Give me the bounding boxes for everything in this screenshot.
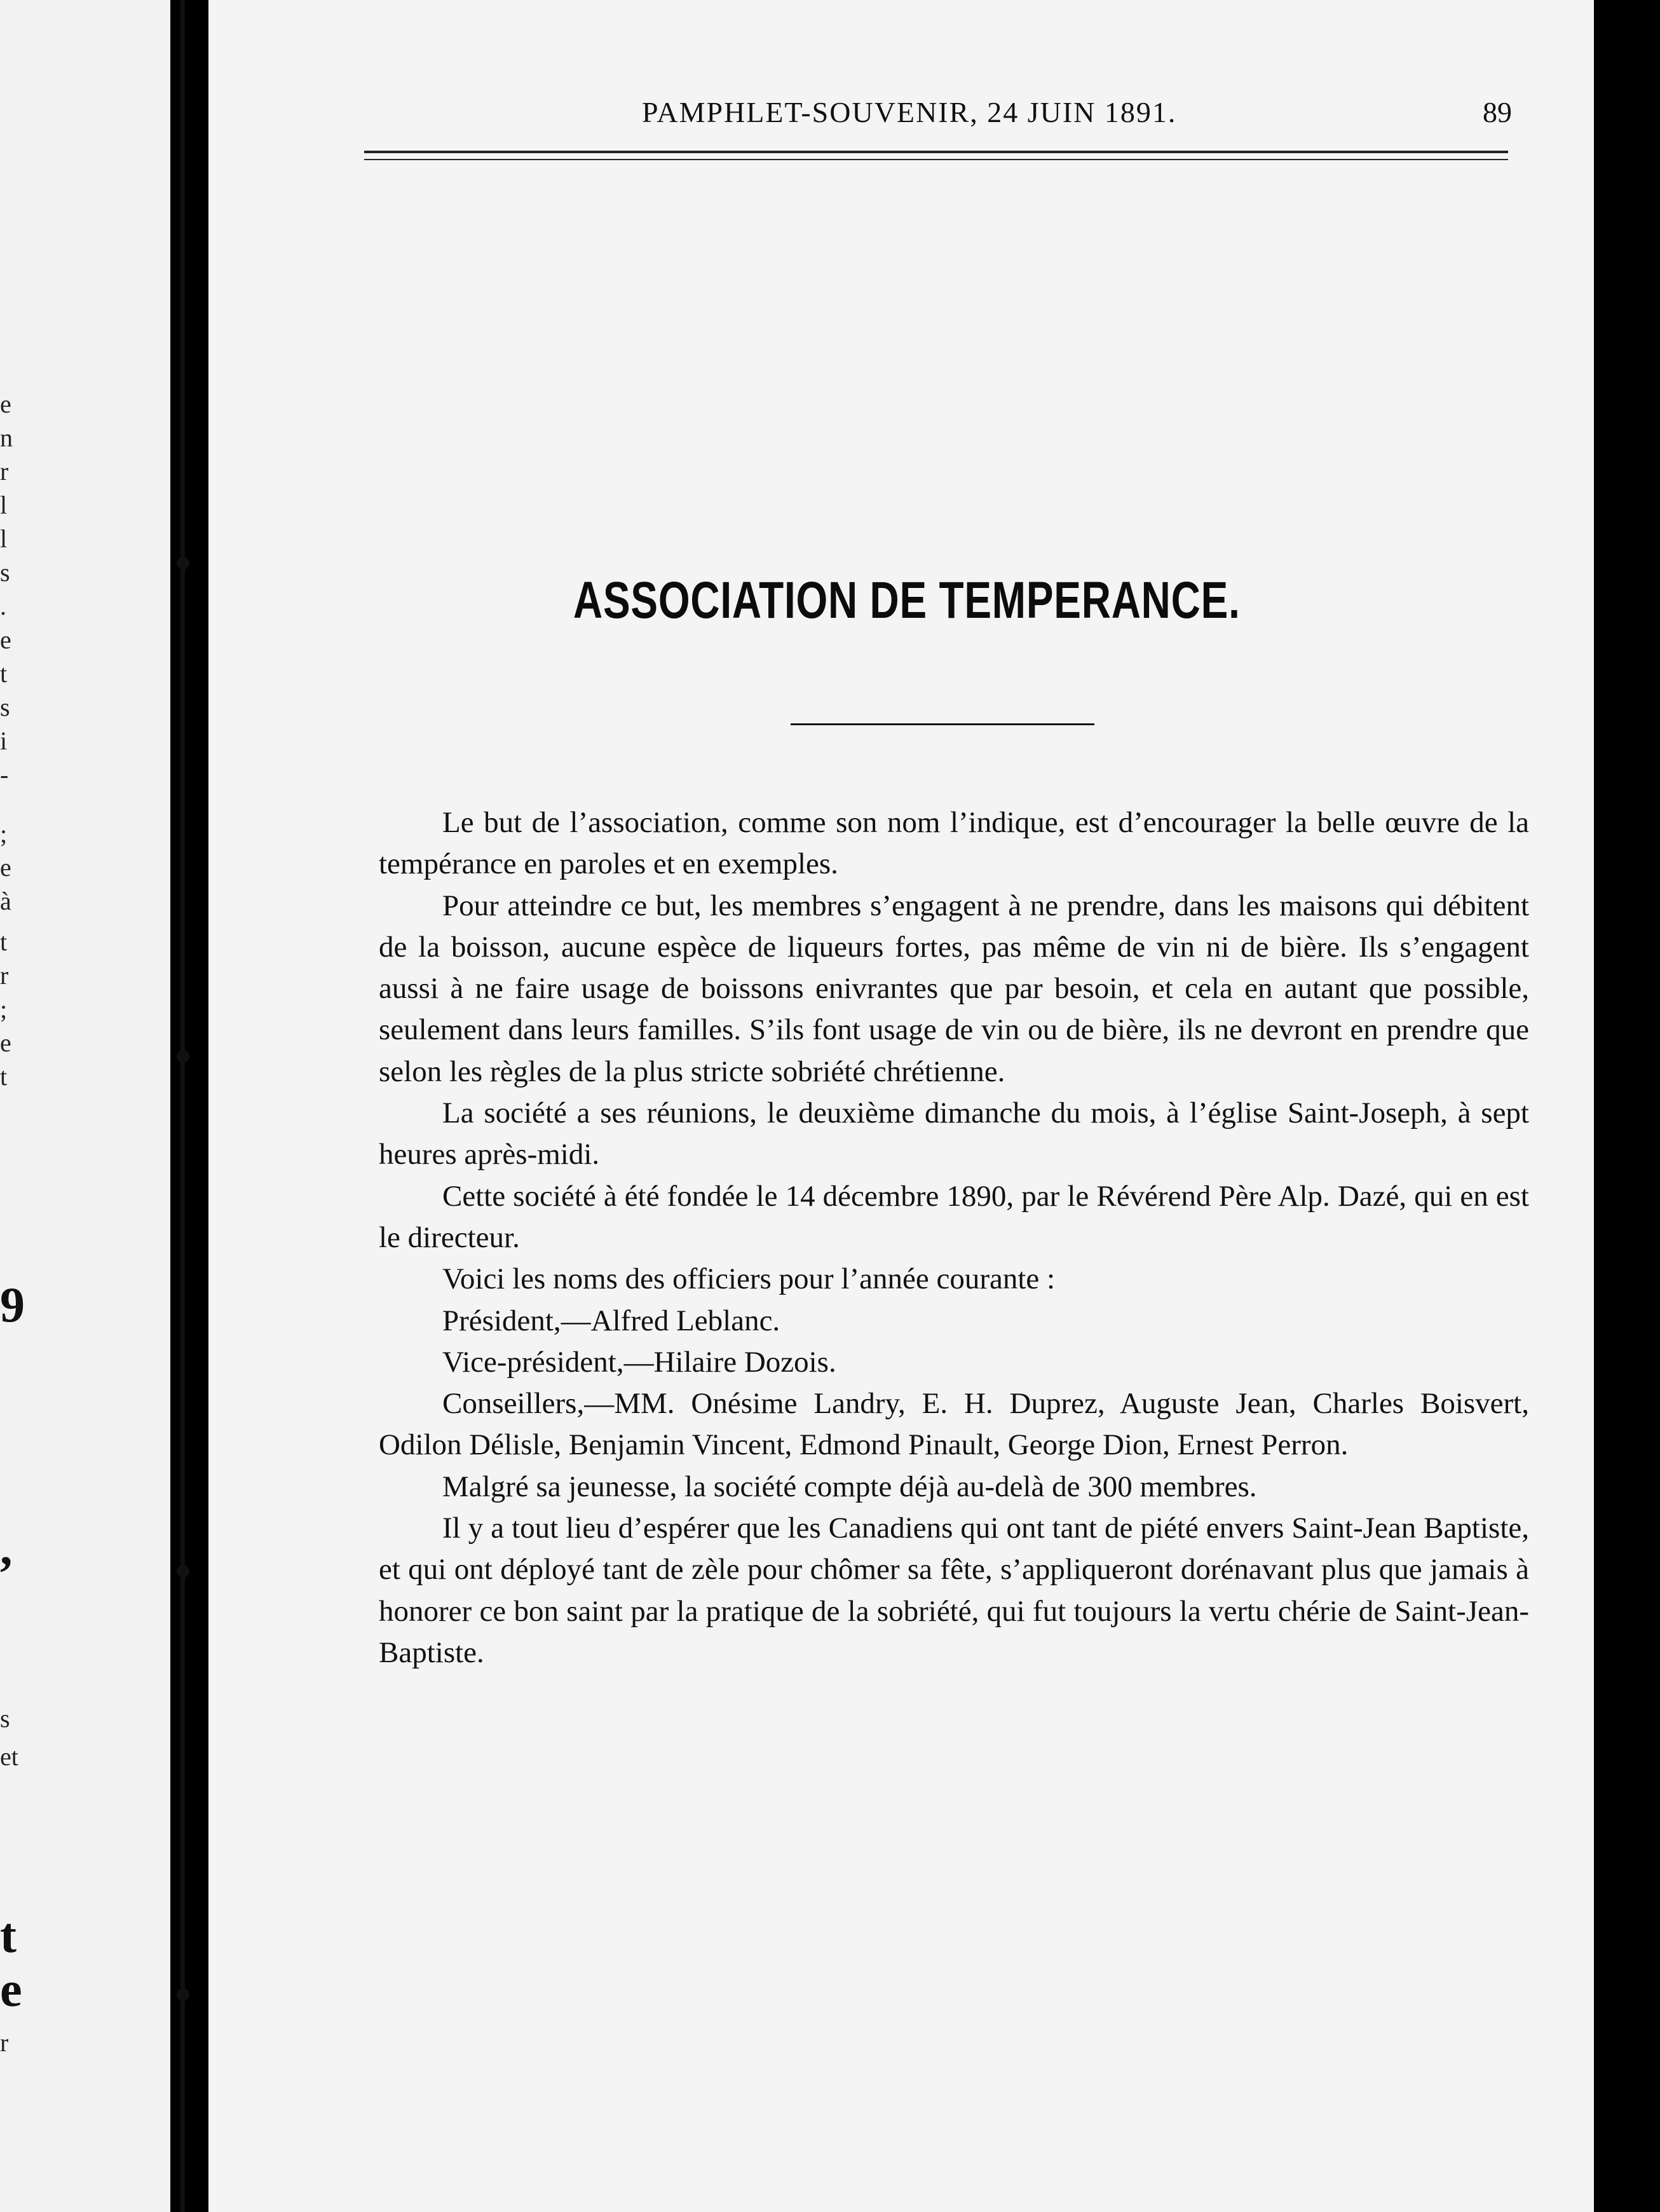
paragraph: Cette société à été fondée le 14 décembre 1890, par le Révérend Père Alp. Dazé, qui en est le directeur. [379, 1179, 1529, 1254]
binding-line [180, 0, 185, 2212]
article-title: ASSOCIATION DE TEMPERANCE. [573, 571, 1241, 629]
margin-fragment: . [0, 592, 6, 620]
margin-fragment: e [0, 625, 11, 654]
paragraph: Pour atteindre ce but, les membres s’engagent à ne prendre, dans les maisons qui débitent de la boisson, aucune espèce de liqueurs fortes, pas même de vin ni de bière. Ils s’engagent aussi à ne faire usage de boissons enivrantes que par besoin, et cela en autant que possible, seulement dans leurs familles. S’ils font usage de vin ou de bière, ils ne devront en prendre que selon les règles de la plus stricte sobriété chrétienne. [379, 889, 1529, 1088]
margin-fragment: r [0, 457, 9, 486]
margin-fragment: t [0, 927, 8, 956]
title-divider [791, 723, 1094, 725]
scan-border [1594, 0, 1660, 2212]
binding-stitch [177, 1050, 189, 1063]
margin-fragment: ; [0, 995, 8, 1023]
margin-fragment: - [0, 760, 9, 789]
previous-page-edge [0, 0, 170, 2212]
margin-fragment: s [0, 558, 10, 587]
paragraph: Il y a tout lieu d’espérer que les Canadiens qui ont tant de piété envers Saint-Jean Baptiste, et qui ont déployé tant de zèle pour chômer sa fête, s’appliqueront dorénavant plus que jamais à honorer ce bon saint par la pratique de la sobriété, qui fut toujours la vertu chérie de Saint-Jean-Baptiste. [379, 1512, 1529, 1669]
paragraph: Malgré sa jeunesse, la société compte déjà au-delà de 300 membres. [442, 1470, 1257, 1503]
margin-fragment: e [0, 1028, 11, 1057]
margin-fragment: i [0, 727, 8, 755]
margin-fragment: à [0, 887, 11, 915]
margin-fragment: 9 [0, 1277, 25, 1332]
margin-fragment: e [0, 853, 11, 882]
page [208, 0, 1594, 2212]
margin-fragment: l [0, 524, 8, 553]
margin-fragment: ; [0, 819, 8, 848]
page-number: 89 [1483, 96, 1512, 128]
paragraph: La société a ses réunions, le deuxième dimanche du mois, à l’église Saint-Joseph, à sept heures après-midi. [379, 1096, 1529, 1171]
header-rule [364, 159, 1508, 160]
running-head: PAMPHLET-SOUVENIR, 24 JUIN 1891. [642, 96, 1177, 128]
paragraph: Le but de l’association, comme son nom l’indique, est d’encourager la belle œuvre de la tempérance en paroles et en exemples. [379, 806, 1529, 881]
margin-fragment: , [0, 1520, 13, 1575]
article-body [379, 802, 1529, 1674]
officer-line: Président,—Alfred Leblanc. [442, 1304, 780, 1337]
margin-fragment: t [0, 1908, 17, 1963]
margin-fragment: e [0, 1962, 22, 2017]
header-rule [364, 151, 1508, 153]
margin-fragment: s [0, 693, 10, 721]
binding-stitch [177, 557, 189, 570]
margin-fragment: r [0, 2028, 9, 2057]
binding-stitch [177, 1565, 189, 1578]
margin-fragment: l [0, 491, 8, 519]
officer-line: Vice-président,—Hilaire Dozois. [442, 1345, 836, 1379]
officer-line: Conseillers,—MM. Onésime Landry, E. H. Duprez, Auguste Jean, Charles Boisvert, Odilon Délisle, Benjamin Vincent, Edmond Pinault, George Dion, Ernest Perron. [379, 1387, 1529, 1462]
margin-fragment: e [0, 390, 11, 418]
paragraph: Voici les noms des officiers pour l’année courante : [442, 1262, 1056, 1296]
margin-fragment: n [0, 423, 13, 452]
margin-fragment: s [0, 1704, 10, 1733]
margin-fragment: et [0, 1742, 18, 1771]
margin-fragment: t [0, 1062, 8, 1091]
binding-stitch [177, 1988, 189, 2001]
margin-fragment: r [0, 961, 9, 990]
margin-fragment: t [0, 659, 8, 688]
